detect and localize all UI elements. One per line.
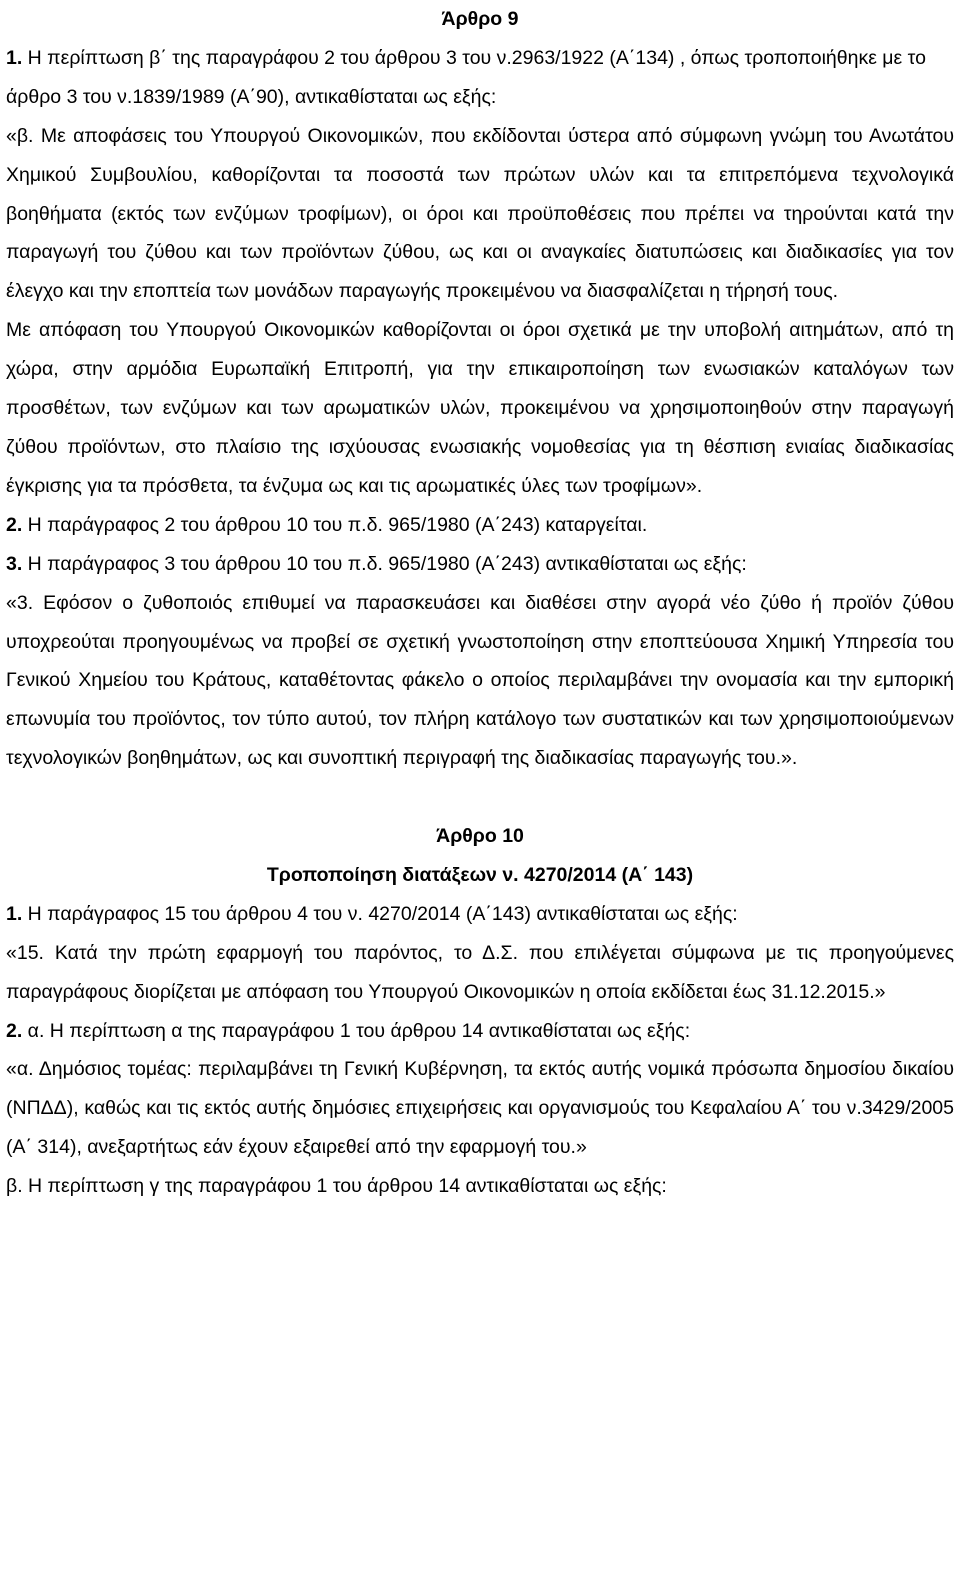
article-9-paragraph-2 xyxy=(6,506,954,545)
article-10-subheading: Τροποποίηση διατάξεων ν. 4270/2014 (Α΄ 143) xyxy=(266,863,694,886)
paragraph-text: Η περίπτωση β΄ της παραγράφου 2 του άρθρου 3 του ν.2963/1922 (Α΄134) , όπως τροποποιήθηκε με το άρθρο 3 του ν.1839/1989 (Α΄90), αντικαθίσταται ως εξής: xyxy=(6,46,926,108)
paragraph-number: 1. xyxy=(6,46,23,69)
article-9-quote-3: «3. Εφόσον ο ζυθοποιός επιθυμεί να παρασκευάσει και διαθέσει στην αγορά νέο ζύθο ή προϊόν ζύθου υποχρεούται προηγουμένως να προβεί σε σχετική γνωστοποίηση στην εποπτεύουσα Χημική Υπηρεσία του Γενικού Χημείου του Κράτους, καταθέτοντας φάκελο ο οποίος περιλαμβάνει την ονομασία και την εμπορική επωνυμία του προϊόντος, τον τύπο αυτού, τον πλήρη κατάλογο των συστατικών και των χρησιμοποιούμενων τεχνολογικών βοηθημάτων, ως και συνοπτική περιγραφή της διαδικασίας παραγωγής του.». xyxy=(6,591,954,770)
article-9-heading: Άρθρο 9 xyxy=(441,8,519,30)
article-10-item-b: β. Η περίπτωση γ της παραγράφου 1 του άρθρου 14 αντικαθίσταται ως εξής: xyxy=(6,1175,667,1198)
article-10-heading: Άρθρο 10 xyxy=(436,825,524,848)
article-10-quote-15: «15. Κατά την πρώτη εφαρμογή του παρόντος, το Δ.Σ. που επιλέγεται σύμφωνα με τις προηγούμενες παραγράφους διορίζεται με απόφαση του Υπουργού Οικονομικών η οποία εκδίδεται έως 31.12.2015.» xyxy=(6,941,954,1003)
paragraph-text: Η παράγραφος 2 του άρθρου 10 του π.δ. 965/1980 (Α΄243) καταργείται. xyxy=(22,513,648,536)
article-9-paragraph-1 xyxy=(6,39,954,117)
article-9-quote-b: «β. Με αποφάσεις του Υπουργού Οικονομικών, που εκδίδονται ύστερα από σύμφωνη γνώμη του Ανωτάτου Χημικού Συμβουλίου, καθορίζονται τα ποσοστά των πρώτων υλών και τα επιτρεπόμενα τεχνολογικά βοηθήματα (εκτός των ενζύμων τροφίμων), οι όροι και προϋποθέσεις που πρέπει να τηρούνται κατά την παραγωγή του ζύθου και των προϊόντων ζύθου, ως και οι αναγκαίες διατυπώσεις και διαδικασίες για τον έλεγχο και την εποπτεία των μονάδων παραγωγής προκειμένου να διασφαλίζεται η τήρησή τους. xyxy=(6,124,954,303)
paragraph-number: 2. xyxy=(6,1019,23,1042)
paragraph-number: 2. xyxy=(6,513,23,536)
paragraph-text: Η παράγραφος 15 του άρθρου 4 του ν. 4270/2014 (Α΄143) αντικαθίσταται ως εξής: xyxy=(22,902,738,925)
article-10-paragraph-1 xyxy=(6,895,954,934)
paragraph-text: α. Η περίπτωση α της παραγράφου 1 του άρθρου 14 αντικαθίσταται ως εξής: xyxy=(22,1019,691,1042)
section-spacer xyxy=(6,778,954,817)
article-9-paragraph-3 xyxy=(6,545,954,584)
document-page xyxy=(6,0,954,1206)
paragraph-text: Η παράγραφος 3 του άρθρου 10 του π.δ. 965/1980 (Α΄243) αντικαθίσταται ως εξής: xyxy=(22,552,747,575)
article-10-paragraph-2 xyxy=(6,1012,954,1051)
paragraph-number: 3. xyxy=(6,552,23,575)
article-10-quote-a: «α. Δημόσιος τομέας: περιλαμβάνει τη Γενική Κυβέρνηση, τα εκτός αυτής νομικά πρόσωπα δημοσίου δικαίου (ΝΠΔΔ), καθώς και τις εκτός αυτής δημόσιες επιχειρήσεις και οργανισμούς του Κεφαλαίου Α΄ του ν.3429/2005 (Α΄ 314), ανεξαρτήτως εάν έχουν εξαιρεθεί από την εφαρμογή του.» xyxy=(6,1058,954,1159)
paragraph-number: 1. xyxy=(6,902,23,925)
article-9-quote-b-continued: Με απόφαση του Υπουργού Οικονομικών καθορίζονται οι όροι σχετικά με την υποβολή αιτημάτων, από τη χώρα, στην αρμόδια Ευρωπαϊκή Επιτροπή, για την επικαιροποίηση των ενωσιακών καταλόγων των προσθέτων, των ενζύμων και των αρωματικών υλών, προκειμένου να χρησιμοποιηθούν στην παραγωγή ζύθου προϊόντων, στο πλαίσιο της ισχύουσας ενωσιακής νομοθεσίας για τη θέσπιση ενιαίας διαδικασίας έγκρισης για τα πρόσθετα, τα ένζυμα ως και τις αρωματικές ύλες των τροφίμων». xyxy=(6,319,954,497)
